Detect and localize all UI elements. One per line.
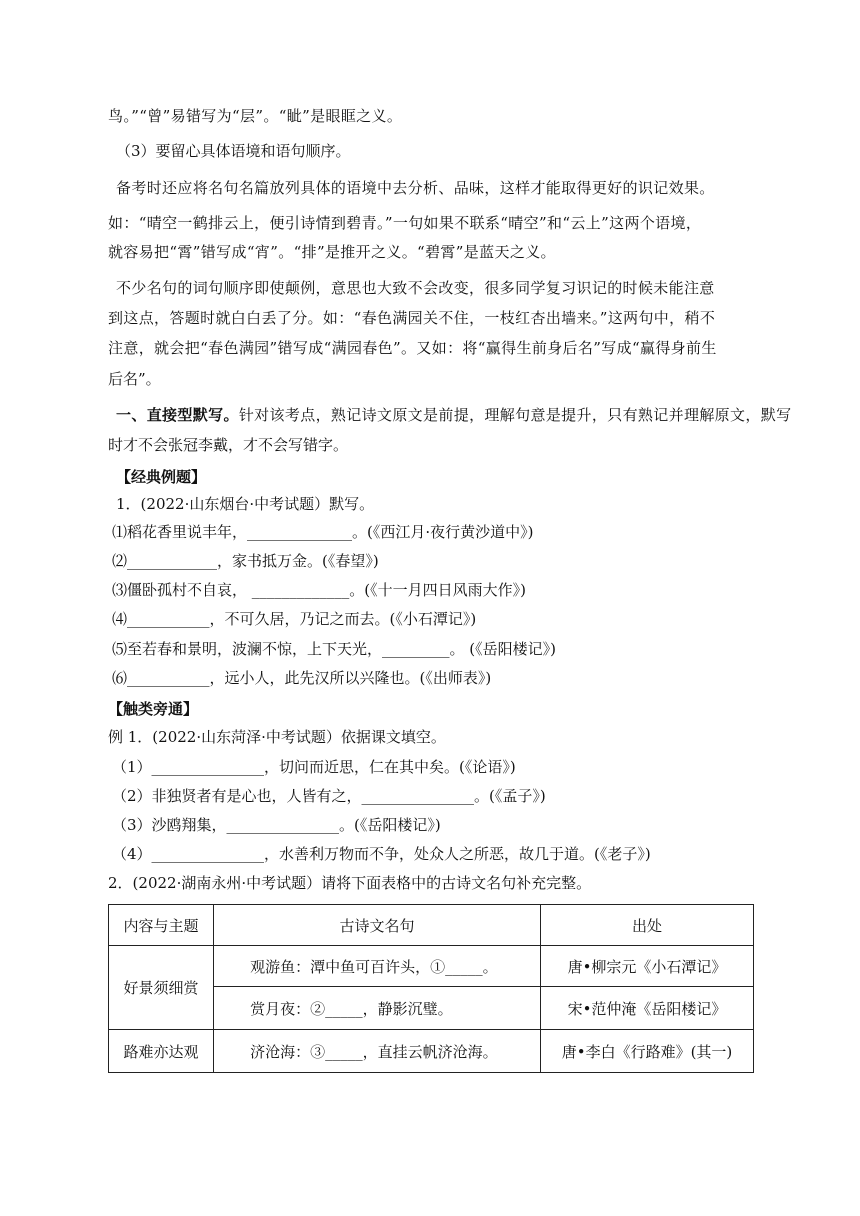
example-1-item: （3）沙鸥翔集，_______________。(《岳阳楼记》) — [112, 816, 441, 834]
table-cell-line: 赏月夜：②_____，静影沉璧。 — [214, 987, 541, 1030]
table-cell-source: 宋•范仲淹《岳阳楼记》 — [541, 987, 754, 1030]
question-1-item: ⑹___________，远小人，此先汉所以兴隆也。(《出师表》) — [112, 669, 492, 687]
section-text: 针对该考点，熟记诗文原文是前提，理解句意是提升，只有熟记并理解原文，默写 — [238, 406, 792, 424]
heading-classic-examples: 【经典例题】 — [116, 468, 207, 486]
table-cell-source: 唐•柳宗元《小石潭记》 — [541, 946, 754, 987]
table-cell-source: 唐•李白《行路难》(其一) — [541, 1030, 754, 1073]
poetry-table — [108, 904, 754, 1073]
paragraph-line: 备考时还应将名句名篇放列具体的语境中去分析、品味，这样才能取得更好的识记效果。 — [116, 179, 715, 197]
question-1-item: ⑵____________，家书抵万金。(《春望》) — [112, 552, 379, 570]
table-row — [109, 1030, 754, 1073]
paragraph-line: 到这点，答题时就白白丢了分。如：“春色满园关不住，一枝红杏出墙来。”这两句中，稍不 — [108, 309, 716, 327]
paragraph-line: 注意，就会把“春色满园”错写成“满园春色”。又如：将“赢得生前身后名”写成“赢得身前生 — [108, 339, 717, 357]
question-2: 2．(2022·湖南永州·中考试题）请将下面表格中的古诗文名句补充完整。 — [108, 874, 592, 892]
heading-extension: 【触类旁通】 — [108, 700, 199, 718]
table-header: 出处 — [541, 905, 754, 946]
question-1-item: ⑷___________，不可久居，乃记之而去。(《小石潭记》) — [112, 610, 477, 628]
paragraph-line: 不少名句的词句顺序即使颠例，意思也大致不会改变，很多同学复习识记的时候未能注意 — [116, 279, 715, 297]
paragraph-line: 就容易把“霄”错写成“宵”。“排”是推开之义。“碧霄”是蓝天之义。 — [108, 243, 556, 261]
section-heading: 一、直接型默写。 — [116, 406, 239, 424]
table-header: 古诗文名句 — [214, 905, 541, 946]
example-1-item: （4）_______________，水善利万物而不争，处众人之所恶，故几于道。(《老子》) — [112, 845, 651, 863]
table-header-row — [109, 905, 754, 946]
example-1-item: （1）_______________，切问而近思，仁在其中矣。(《论语》) — [112, 758, 516, 776]
subheading-3: （3）要留心具体语境和语句顺序。 — [116, 142, 351, 160]
example-1-item: （2）非独贤者有是心也，人皆有之，_______________。(《孟子》) — [112, 787, 546, 805]
paragraph-line: 后名”。 — [108, 370, 161, 388]
section-heading-line — [116, 405, 791, 425]
table-cell-line: 观游鱼：潭中鱼可百许头，①_____。 — [214, 946, 541, 987]
question-1-item: ⑶僵卧孤村不自哀， _____________。(《十一月四日风雨大作》) — [112, 581, 526, 599]
table-header: 内容与主题 — [109, 905, 214, 946]
example-1: 例 1．(2022·山东菏泽·中考试题）依据课文填空。 — [108, 728, 446, 746]
table-cell-line: 济沧海：③_____，直挂云帆济沧海。 — [214, 1030, 541, 1073]
paragraph-line: 如：“晴空一鹤排云上，便引诗情到碧青。”一句如果不联系“晴空”和“云上”这两个语境， — [108, 214, 702, 232]
table-cell-theme: 路难亦达观 — [109, 1030, 214, 1073]
question-1-item: ⑴稻花香里说丰年，______________。(《西江月·夜行黄沙道中》) — [112, 523, 534, 541]
question-1-item: ⑸至若春和景明，波澜不惊，上下天光，_________。 (《岳阳楼记》) — [112, 640, 556, 658]
table-row — [109, 946, 754, 987]
paragraph-line: 鸟。”“曾”易错写为“层”。“眦”是眼眶之义。 — [108, 107, 403, 125]
question-1: 1．(2022·山东烟台·中考试题）默写。 — [116, 495, 375, 513]
table-cell-theme: 好景须细赏 — [109, 946, 214, 1030]
paragraph-line: 时才不会张冠李戴，才不会写错字。 — [108, 436, 349, 454]
